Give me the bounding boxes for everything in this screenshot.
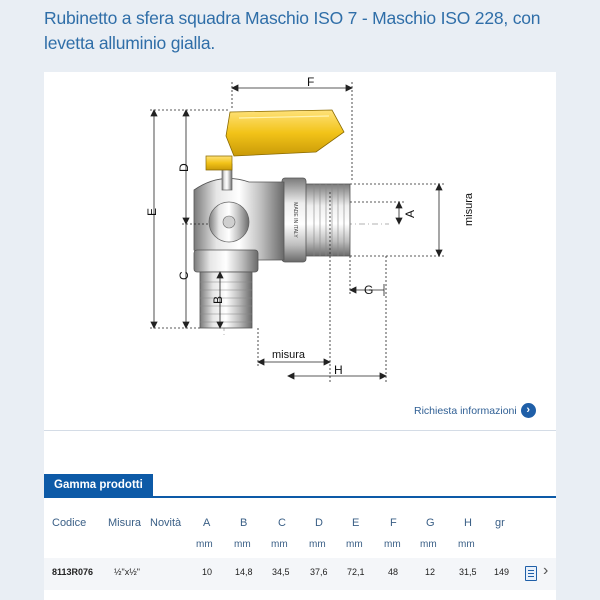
unit-b: mm <box>234 539 251 550</box>
cell-g: 12 <box>425 567 436 577</box>
dim-label-misura-bottom: misura <box>272 349 306 361</box>
cell-code: 8113R076 <box>52 567 94 577</box>
dim-label-misura-right: misura <box>463 192 475 226</box>
product-title: Rubinetto a sfera squadra Maschio ISO 7 - Maschio ISO 228, con levetta alluminio gialla. <box>44 8 541 53</box>
lever <box>206 110 344 190</box>
dim-label-b: B <box>211 295 225 304</box>
header-b: B <box>240 517 248 529</box>
document-icon[interactable] <box>525 566 537 581</box>
dim-label-a: A <box>403 209 417 218</box>
technical-drawing <box>44 72 556 382</box>
unit-f: mm <box>384 539 401 550</box>
header-c: C <box>278 517 286 529</box>
chevron-right-icon[interactable]: › <box>543 562 549 579</box>
dim-label-d: D <box>177 163 191 172</box>
info-request-label[interactable]: Richiesta informazioni <box>414 404 517 417</box>
header-a: A <box>203 517 211 529</box>
dim-label-c: C <box>177 271 191 280</box>
cell-size: ½"x½" <box>114 567 140 577</box>
cell-weight: 149 <box>494 567 510 577</box>
header-f: F <box>390 517 397 529</box>
dim-label-f: F <box>307 75 315 89</box>
tab-underline <box>44 496 556 498</box>
header-size: Misura <box>108 517 142 529</box>
header-h: H <box>464 517 472 529</box>
imprint-text: MADE IN ITALY <box>292 202 298 238</box>
cell-c: 34,5 <box>272 567 290 577</box>
cell-e: 72,1 <box>347 567 365 577</box>
arrow-right-circle-icon[interactable]: › <box>521 403 536 418</box>
cell-h: 31,5 <box>459 567 477 577</box>
tab-product-range[interactable]: Gamma prodotti <box>44 474 153 496</box>
unit-h: mm <box>458 539 475 550</box>
cell-a: 10 <box>202 567 213 577</box>
header-d: D <box>315 517 323 529</box>
cell-f: 48 <box>388 567 399 577</box>
dim-label-e: E <box>145 207 159 216</box>
unit-e: mm <box>346 539 363 550</box>
info-request-link[interactable] <box>414 403 536 418</box>
cell-b: 14,8 <box>235 567 253 577</box>
dim-label-h: H <box>334 363 343 377</box>
unit-g: mm <box>420 539 437 550</box>
unit-c: mm <box>271 539 288 550</box>
right-thread <box>282 178 350 262</box>
header-e: E <box>352 517 360 529</box>
cell-d: 37,6 <box>310 567 328 577</box>
bottom-thread <box>194 250 258 328</box>
header-g: G <box>426 517 435 529</box>
header-code: Codice <box>52 517 87 529</box>
header-novita: Novità <box>150 517 182 529</box>
unit-a: mm <box>196 539 213 550</box>
dim-label-g: G <box>364 283 374 297</box>
unit-d: mm <box>309 539 326 550</box>
header-weight: gr <box>495 517 505 529</box>
section-divider <box>44 430 556 431</box>
